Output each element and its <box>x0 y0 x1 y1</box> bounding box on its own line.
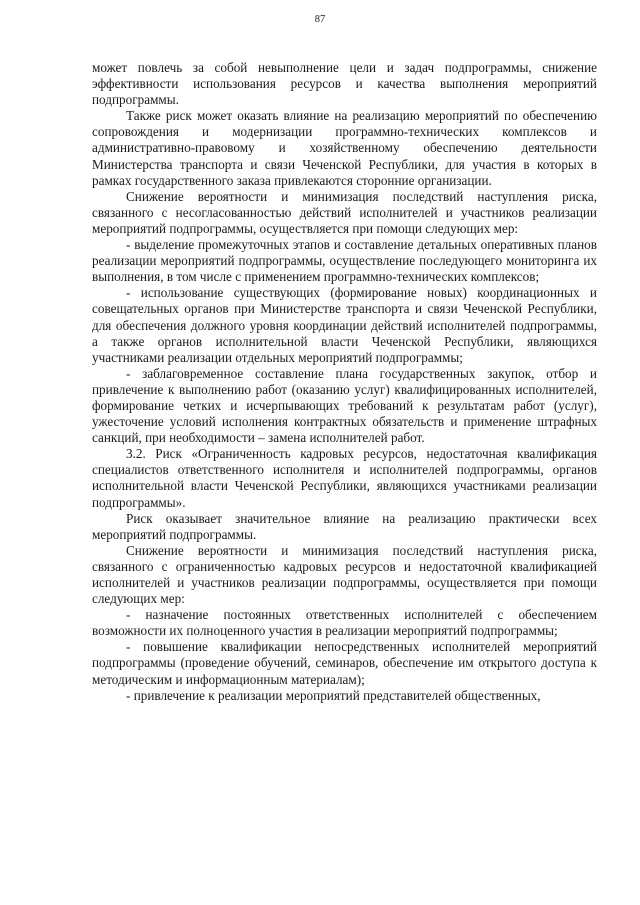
list-item-procurement-plan: - заблаговременное составление плана государственных закупок, отбор и привлечение к выполнению работ (оказанию услуг) квалифицированных исполнителей, формирование четких и исчерпывающих требований к результатам работ (услуг), ужесточение условий исполнения контрактных обязательств и применение штрафных санкций, при необходимости – замена исполнителей работ. <box>92 365 597 446</box>
document-body <box>92 60 597 704</box>
list-item-permanent-executors: - назначение постоянных ответственных исполнителей с обеспечением возможности их полноценного участия в реализации мероприятий подпрограммы; <box>92 607 597 639</box>
paragraph-risk-mitigation-intro: Снижение вероятности и минимизация последствий наступления риска, связанного с несогласованностью действий исполнителей и участников реализации мероприятий подпрограммы, осуществляется при помощи следующих мер: <box>92 188 597 236</box>
paragraph-risk-impact: Риск оказывает значительное влияние на реализацию практически всех мероприятий подпрограммы. <box>92 510 597 542</box>
section-heading-3-2: 3.2. Риск «Ограниченность кадровых ресурсов, недостаточная квалификация специалистов ответственного исполнителя и исполнителей подпрограммы, органов исполнительной власти Чеченской Республики, являющихся участниками реализации подпрограммы». <box>92 446 597 510</box>
list-item-intermediate-stages: - выделение промежуточных этапов и составление детальных оперативных планов реализации мероприятий подпрограммы, осуществление последующего мониторинга их выполнения, в том числе с применением программно-технических комплексов; <box>92 237 597 285</box>
paragraph-staff-risk-mitigation-intro: Снижение вероятности и минимизация последствий наступления риска, связанного с ограниченностью кадровых ресурсов и недостаточной квалификацией исполнителей и участников реализации подпрограммы, осуществляется при помощи следующих мер: <box>92 542 597 607</box>
list-item-public-representatives: - привлечение к реализации мероприятий представителей общественных, <box>126 687 541 703</box>
paragraph-risk-influence: Также риск может оказать влияние на реализацию мероприятий по обеспечению сопровождения и модернизации программно-технических комплексов и административно-правовому и хозяйственному обеспечению деятельности Министерства транспорта и связи Чеченской Республики, для участия в которых в рамках государственного заказа привлекаются сторонние организации. <box>92 108 597 188</box>
page-number: 87 <box>314 14 326 25</box>
paragraph-continuation: может повлечь за собой невыполнение цели и задач подпрограммы, снижение эффективности использования ресурсов и качества выполнения мероприятий подпрограммы. <box>92 60 597 108</box>
list-item-qualification-improvement: - повышение квалификации непосредственных исполнителей мероприятий подпрограммы (проведение обучений, семинаров, обеспечение им открытого доступа к методическим и информационным материалам); <box>92 639 597 687</box>
list-item-coordination-bodies: - использование существующих (формирование новых) координационных и совещательных органов при Министерстве транспорта и связи Чеченской Республики, для обеспечения должного уровня координации действий исполнителей подпрограммы, а также органов исполнительной власти Чеченской Республики, являющихся участниками реализации отдельных мероприятий подпрограммы; <box>92 285 597 365</box>
